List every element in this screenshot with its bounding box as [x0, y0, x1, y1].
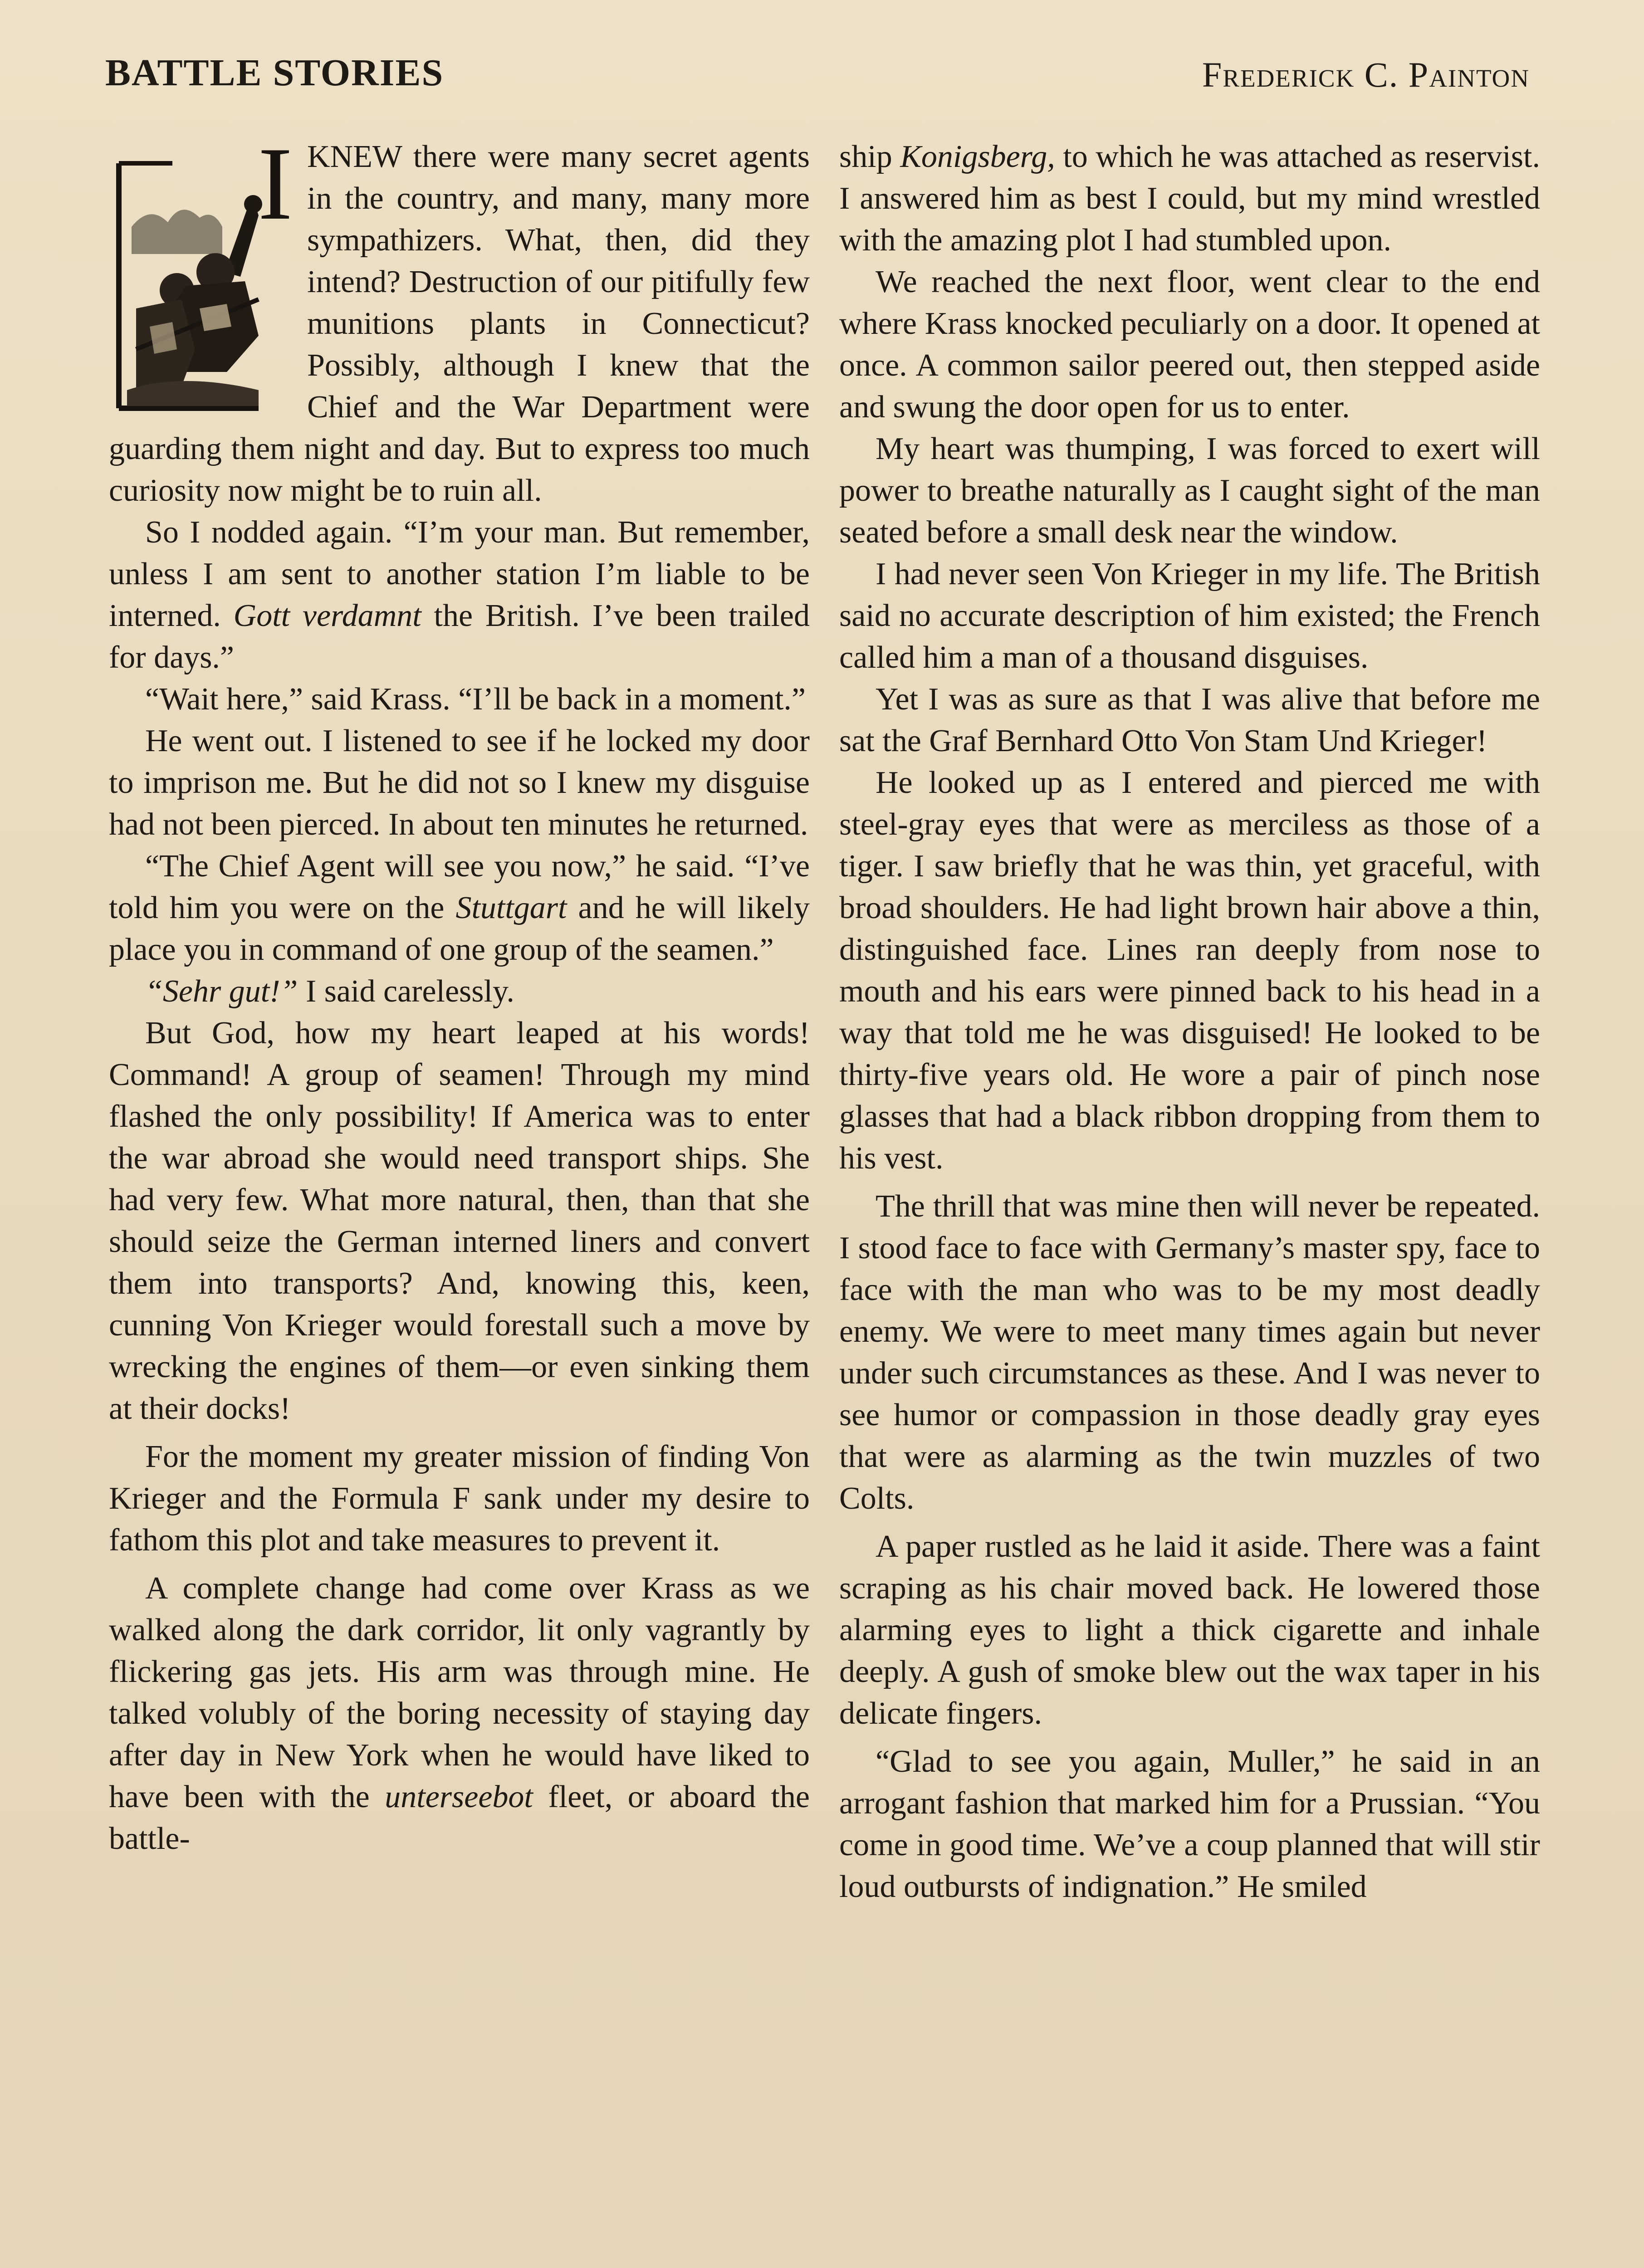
- paragraph: A paper rustled as he laid it aside. There was a faint scraping as his chair moved back. He lowered those alarming eyes to light a thick cigarette and inhale deeply. A gush of smoke blew out the wax taper in his delicate fingers.: [839, 1529, 1540, 1731]
- paragraph: For the moment my greater mission of finding Von Krieger and the Formula F sank under my desire to fathom this plot and take measures to prevent it.: [109, 1439, 810, 1558]
- italic-text: Stuttgart: [455, 890, 567, 925]
- paragraph: My heart was thumping, I was forced to exert will power to breathe naturally as I caught sight of the man seated before a small desk near the window.: [839, 431, 1540, 550]
- italic-text: unterseebot: [385, 1779, 533, 1814]
- drop-cap-illustration: [109, 126, 297, 417]
- paragraph: But God, how my heart leaped at his words! Command! A group of seamen! Through my mind flashed the only possibility! If America was to enter the war abroad she would need transport ships. She had very few. What more natural, then, than that she should seize the German interned liners and convert them into transports? And, knowing this, keen, cunning Von Krieger would forestall such a move by wrecking the engines of them—or even sinking them at their docks!: [109, 1016, 810, 1426]
- text-run: fleet, or aboard the battle-: [109, 1779, 810, 1856]
- running-header: [105, 51, 1530, 101]
- italic-text: “Sehr gut!”: [145, 974, 298, 1009]
- paragraph: Yet I was as sure as that I was alive that before me sat the Graf Bernhard Otto Von Stam Und Krieger!: [839, 682, 1540, 758]
- text-run: “The Chief Agent will see you now,” he said. “I’ve told him you were on the: [109, 849, 810, 925]
- text-run: and he will likely place you in command of one group of the seamen.”: [109, 890, 810, 967]
- text-run: I said carelessly.: [298, 974, 514, 1009]
- paragraph: [109, 1568, 810, 1860]
- paragraph: [109, 971, 810, 1012]
- paragraph: “Wait here,” said Krass. “I’ll be back in a moment.”: [145, 682, 806, 717]
- text-run: the British. I’ve been trailed for days.”: [109, 598, 810, 675]
- italic-text: Konigsberg,: [900, 139, 1055, 174]
- text-run: to which he was attached as reservist. I answered him as best I could, but my mind wrestled with the amazing plot I had stumbled upon.: [839, 139, 1540, 258]
- italic-text: Gott verdamnt: [233, 598, 421, 633]
- author-name: Frederick C. Painton: [1202, 55, 1530, 94]
- paragraph: The thrill that was mine then will never be repeated. I stood face to face with Germany’s master spy, face to face with the man who was to be my most deadly enemy. We were to meet many times again but never under such circumstances as these. And I was never to see humor or compassion in those deadly gray eyes that were as alarming as the twin muzzles of two Colts.: [839, 1189, 1540, 1516]
- paragraph: [839, 136, 1540, 261]
- text-run: So I nodded again. “I’m your man. But remember, unless I am sent to another station I’m liable to be interned.: [109, 515, 810, 633]
- text-run: ship: [839, 139, 900, 174]
- paragraph: I had never seen Von Krieger in my life. The British said no accurate description of him existed; the French called him a man of a thousand disguises.: [839, 557, 1540, 675]
- paragraph: He looked up as I entered and pierced me with steel-gray eyes that were as merciless as those of a tiger. I saw briefly that he was thin, yet graceful, with broad shoulders. He had light brown hair above a thin, distinguished face. Lines ran deeply from nose to mouth and his ears were pinned back to his head in a way that told me he was disguised! He looked to be thirty-five years old. He wore a pair of pinch nose glasses that had a black ribbon dropping from them to his vest.: [839, 765, 1540, 1176]
- paragraph: [109, 846, 810, 971]
- drop-cap-letter: I: [258, 126, 293, 241]
- magazine-title: BATTLE STORIES: [105, 52, 444, 94]
- paragraph: He went out. I listened to see if he locked my door to imprison me. But he did not so I knew my disguise had not been pierced. In about ten minutes he returned.: [109, 723, 810, 842]
- paragraph: [109, 512, 810, 679]
- paragraph: “Glad to see you again, Muller,” he said in an arrogant fashion that marked him for a Prussian. “You come in good time. We’ve a coup planned that will stir loud outbursts of indignation.” He smiled: [839, 1744, 1540, 1904]
- paragraph: KNEW there were many secret agents in the country, and many, many more sympathizers. What, then, did they intend? Destruction of our pitifully few munitions plants in Connecticut? Possibly, although I knew that the Chief and the War Department were guarding them night and day. But to express too much curiosity now might be to ruin all.: [109, 139, 810, 508]
- left-column: [109, 126, 810, 1860]
- text-run: A complete change had come over Krass as we walked along the dark corridor, lit only vagrantly by flickering gas jets. His arm was through mine. He talked volubly of the boring necessity of staying day after day in New York when he would have liked to have been with the: [109, 1571, 810, 1814]
- right-column: [839, 136, 1540, 1908]
- paragraph: We reached the next floor, went clear to the end where Krass knocked peculiarly on a door. It opened at once. A common sailor peered out, then stepped aside and swung the door open for us to enter.: [839, 264, 1540, 425]
